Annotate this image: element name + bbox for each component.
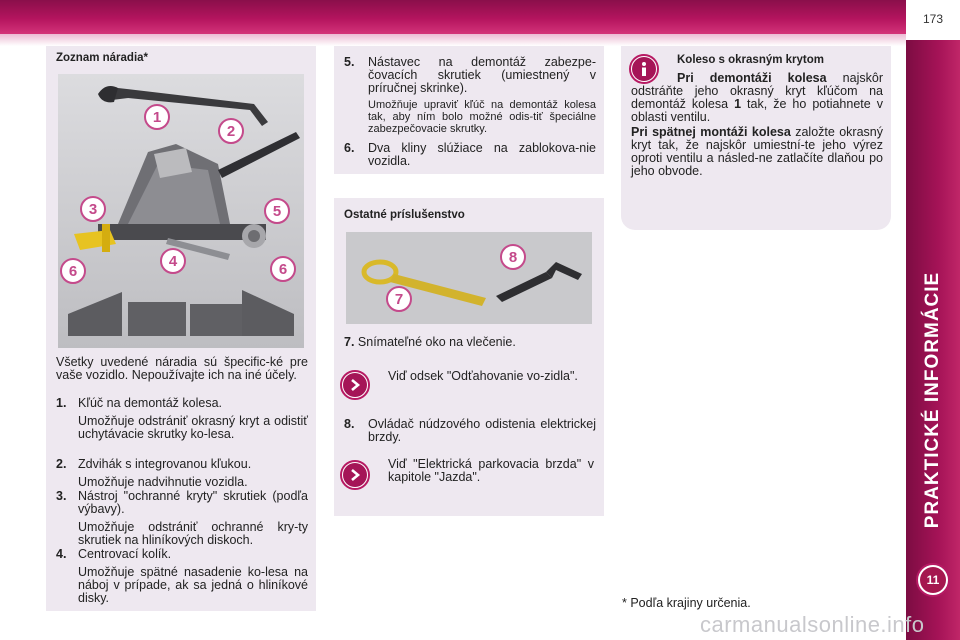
chapter-title-wrap	[912, 250, 954, 550]
callout-badge-4: 4	[160, 248, 186, 274]
tools-item-1	[56, 397, 308, 441]
item-8	[344, 418, 596, 444]
item-description: Umožňuje spätné nasadenie ko-lesa na náboj v prípade, ak sa jedná o hliníkové disky.	[78, 565, 308, 605]
accessories-illustration	[346, 232, 592, 324]
see-reference-icon	[340, 370, 370, 400]
item-number: 5.	[344, 55, 355, 69]
item-description: Umožňuje odstrániť ochranné kry-ty skrutiek na hliníkových diskoch.	[78, 520, 308, 547]
wheel-trim-panel	[621, 46, 891, 230]
item-title: Snímateľné oko na vlečenie.	[357, 335, 516, 349]
callout-badge-6-right: 6	[270, 256, 296, 282]
callout-badge-1: 1	[144, 104, 170, 130]
item-title: Nástroj "ochranné kryty" skrutiek (podľa výbavy).	[78, 489, 308, 516]
item-description: Umožňuje odstrániť okrasný kryt a odistiť uchytávacie skrutky ko-lesa.	[78, 414, 308, 441]
chevron-right-icon	[343, 463, 367, 487]
item-title: Centrovací kolík.	[78, 547, 172, 561]
tools-item-2	[56, 458, 308, 489]
item-7	[344, 336, 596, 349]
chevron-right-icon	[343, 373, 367, 397]
other-accessories-panel	[334, 198, 604, 516]
accessories-continued-panel	[334, 46, 604, 174]
item-number: 4.	[56, 547, 67, 561]
item-title: Zdvihák s integrovanou kľukou.	[78, 457, 252, 471]
chapter-title: PRAKTICKÉ INFORMÁCIE	[922, 271, 943, 529]
tools-item-4	[56, 548, 308, 605]
other-heading: Ostatné príslušenstvo	[344, 209, 465, 221]
chapter-badge	[916, 563, 950, 597]
see-reference-icon	[340, 460, 370, 490]
callout-badge-3: 3	[80, 196, 106, 222]
item-6	[344, 142, 596, 168]
wheel-removal-text: Pri demontáži kolesa najskôr odstráňte jeho okrasný kryt kľúčom na demontáž kolesa 1 tak, že ho potiahnete v oblasti ventilu.	[631, 71, 883, 124]
item-number: 6.	[344, 141, 355, 155]
ref-towing: Viď odsek "Odťahovanie vo-zidla".	[388, 369, 578, 383]
item-title: Ovládač núdzového odistenia elektrickej brzdy.	[368, 417, 596, 444]
callout-badge-2: 2	[218, 118, 244, 144]
callout-badge-7: 7	[386, 286, 412, 312]
tools-intro: Všetky uvedené náradia sú špecific-ké pre vaše vozidlo. Nepoužívajte ich na iné účely.	[56, 355, 308, 382]
chapter-number: 11	[920, 567, 946, 593]
callout-badge-8: 8	[500, 244, 526, 270]
footnote: * Podľa krajiny určenia.	[622, 596, 751, 610]
item-description: Umožňuje upraviť kľúč na demontáž kolesa tak, aby ním bolo možné odis-tiť špeciálne zabezpečovacie skrutky.	[368, 99, 596, 135]
callout-badge-6-left: 6	[60, 258, 86, 284]
header-band	[0, 0, 906, 34]
callout-badge-5: 5	[264, 198, 290, 224]
item-description: Umožňuje nadvihnutie vozidla.	[78, 475, 248, 489]
item-5	[344, 56, 596, 135]
watermark: carmanualsonline.info	[700, 612, 925, 637]
tools-heading: Zoznam náradia*	[56, 52, 149, 64]
item-number: 1.	[56, 396, 67, 410]
item-number: 7.	[344, 335, 355, 349]
accessories-photo	[346, 232, 592, 324]
item-number: 8.	[344, 417, 355, 431]
wheel-heading: Koleso s okrasným krytom	[677, 54, 825, 66]
item-title: Kľúč na demontáž kolesa.	[78, 396, 223, 410]
ref-parking-brake: Viď "Elektrická parkovacia brzda" v kapitole "Jazda".	[388, 457, 594, 484]
wheel-refit-text: Pri spätnej montáži kolesa založte okrasný kryt tak, že najskôr umiestní-te jeho výrez oproti ventilu a násled-ne zatlačíte dlaňou po jeho obvode.	[631, 125, 884, 178]
tools-item-3	[56, 490, 308, 547]
item-number: 2.	[56, 457, 67, 471]
page-number: 173	[922, 12, 944, 26]
item-title: Dva kliny slúžiace na zablokova-nie vozidla.	[368, 141, 596, 168]
item-title: Nástavec na demontáž zabezpe-čovacích skrutiek (umiestnený v príručnej skrinke).	[368, 55, 596, 95]
tools-panel	[46, 46, 316, 611]
item-number: 3.	[56, 489, 67, 503]
